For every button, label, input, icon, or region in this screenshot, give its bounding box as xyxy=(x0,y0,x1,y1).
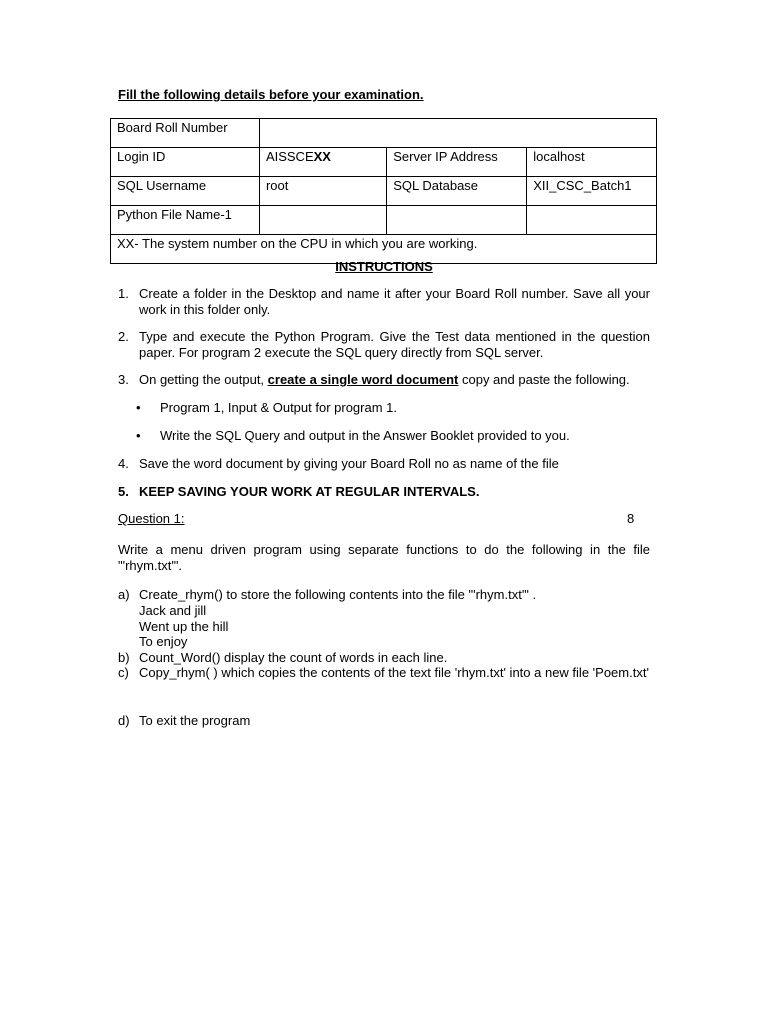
question-part-c xyxy=(118,665,650,699)
item-number: 2. xyxy=(118,329,129,344)
rhyme-line: Went up the hill xyxy=(139,619,229,634)
rhyme-line: To enjoy xyxy=(139,634,188,649)
instruction-item-5 xyxy=(118,484,650,502)
python-file-value-cell xyxy=(259,206,386,235)
item-text-part: copy and paste the following. xyxy=(458,372,630,387)
table-row xyxy=(111,119,657,148)
part-label: d) xyxy=(118,713,130,728)
item-number: 3. xyxy=(118,372,129,387)
instruction-item-1 xyxy=(118,286,650,320)
instruction-item-3 xyxy=(118,372,650,390)
empty-cell xyxy=(527,206,657,235)
part-text: Create_rhym() to store the following contents into the file "'rhym.txt'" . xyxy=(139,587,537,602)
part-label: a) xyxy=(118,587,130,602)
board-roll-label: Board Roll Number xyxy=(111,119,260,148)
item-text: Create a folder in the Desktop and name it after your Board Roll number. Save all your work in this folder only. xyxy=(139,286,650,317)
sql-database-label: SQL Database xyxy=(387,177,527,206)
bullet-item-2 xyxy=(136,428,636,446)
sql-username-value: root xyxy=(259,177,386,206)
part-text: Copy_rhym( ) which copies the contents of the text file 'rhym.txt' into a new file 'Poem.txt' xyxy=(139,665,649,680)
login-id-value xyxy=(259,148,386,177)
login-id-suffix: XX xyxy=(313,149,331,164)
empty-cell xyxy=(387,206,527,235)
question-intro: Write a menu driven program using separate functions to do the following in the file "'rhym.txt'". xyxy=(118,542,650,573)
part-text: Count_Word() display the count of words in each line. xyxy=(139,650,448,665)
bullet-text: Write the SQL Query and output in the Answer Booklet provided to you. xyxy=(160,428,570,443)
rhyme-line: Jack and jill xyxy=(139,603,207,618)
server-ip-label: Server IP Address xyxy=(387,148,527,177)
item-text xyxy=(139,372,650,388)
emphasis-text: create a single word document xyxy=(267,372,459,387)
instruction-item-2 xyxy=(118,329,650,363)
instruction-item-4 xyxy=(118,456,650,474)
item-number: 4. xyxy=(118,456,129,471)
bullet-icon: • xyxy=(136,400,141,415)
sql-database-value: XII_CSC_Batch1 xyxy=(527,177,657,206)
question-marks: 8 xyxy=(627,511,635,526)
item-number: 1. xyxy=(118,286,129,301)
system-number-note: XX- The system number on the CPU in which you are working. xyxy=(111,235,657,264)
question-label: Question 1: xyxy=(118,511,185,526)
board-roll-value-cell xyxy=(259,119,656,148)
item-text: KEEP SAVING YOUR WORK AT REGULAR INTERVALS. xyxy=(139,484,480,499)
python-file-label: Python File Name-1 xyxy=(111,206,260,235)
login-id-label: Login ID xyxy=(111,148,260,177)
table-row xyxy=(111,148,657,177)
bullet-item-1 xyxy=(136,400,636,418)
bullet-text: Program 1, Input & Output for program 1. xyxy=(160,400,398,415)
table-row xyxy=(111,177,657,206)
part-text: To exit the program xyxy=(139,713,251,728)
instructions-title: INSTRUCTIONS xyxy=(335,259,433,274)
server-ip-value: localhost xyxy=(527,148,657,177)
sql-username-label: SQL Username xyxy=(111,177,260,206)
table-row xyxy=(111,206,657,235)
item-text: Save the word document by giving your Board Roll no as name of the file xyxy=(139,456,559,471)
login-id-prefix: AISSCE xyxy=(265,149,314,164)
item-text-part: On getting the output, xyxy=(139,372,268,387)
part-label: c) xyxy=(118,665,129,680)
bullet-icon: • xyxy=(136,428,141,443)
form-heading: Fill the following details before your examination. xyxy=(118,87,424,102)
item-number: 5. xyxy=(118,484,129,499)
details-table xyxy=(110,118,657,264)
part-label: b) xyxy=(118,650,130,665)
question-part-d xyxy=(118,713,650,731)
item-text: Type and execute the Python Program. Give the Test data mentioned in the question paper. For program 2 execute the SQL query directly from SQL server. xyxy=(139,329,650,360)
